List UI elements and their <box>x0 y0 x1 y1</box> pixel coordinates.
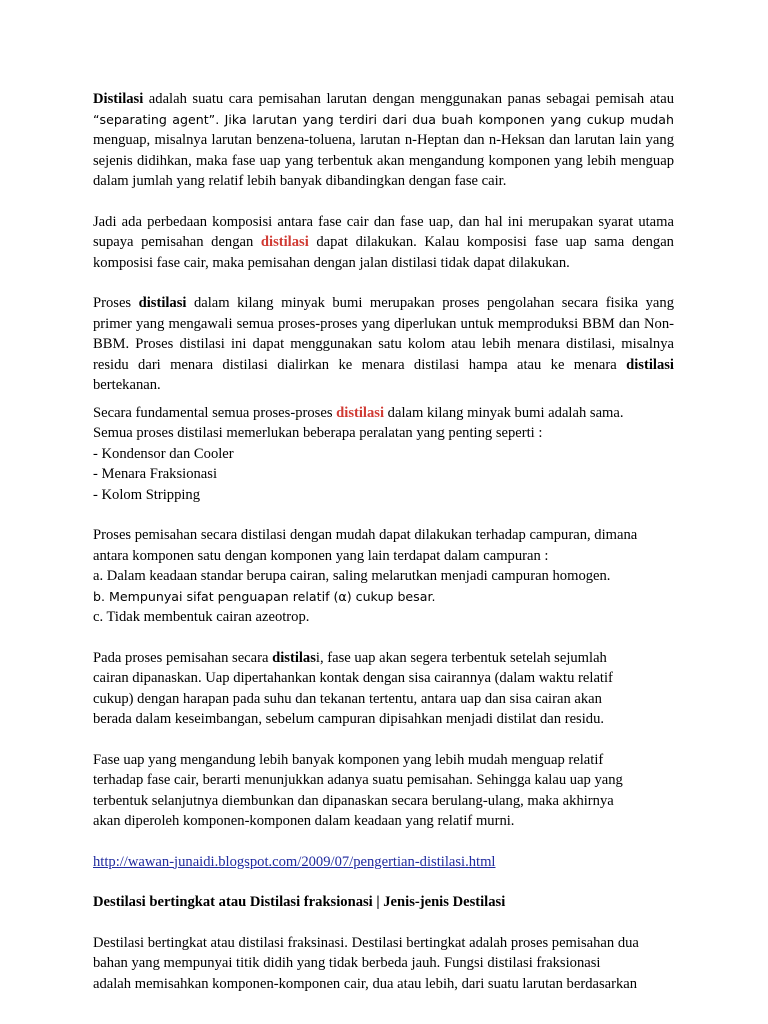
text: dapat dilakukan. Kalau komposisi fase uap sama dengan komposisi fase cair, maka pemisahan dengan jalan distilasi tidak dapat dilakukan. <box>93 234 674 271</box>
paragraph-definition <box>93 89 674 192</box>
text-line: Proses pemisahan secara distilasi dengan mudah dapat dilakukan terhadap campuran, dimana <box>93 527 638 543</box>
text: bertekanan. <box>93 377 161 393</box>
paragraph-composition <box>93 212 674 274</box>
paragraph-fractional <box>93 933 674 995</box>
condition-item: a. Dalam keadaan standar berupa cairan, saling melarutkan menjadi campuran homogen. <box>93 568 611 584</box>
text-line <box>93 648 674 669</box>
text-line: cukup) dengan harapan pada suhu dan tekanan tertentu, antara uap dan sisa cairan akan <box>93 690 602 707</box>
text-line: terbentuk selanjutnya diembunkan dan dipanaskan secara berulang-ulang, maka akhirnya <box>93 792 614 809</box>
text: Secara fundamental semua proses-proses <box>93 404 337 421</box>
text-line: akan diperoleh komponen-komponen dalam keadaan yang relatif murni. <box>93 813 515 829</box>
paragraph-separation <box>93 750 674 832</box>
text: Jadi ada perbedaan komposisi antara fase cair dan fase uap, dan hal ini merupakan syarat utama supaya pemisahan dengan <box>93 213 674 250</box>
text-line: berada dalam keseimbangan, sebelum campuran dipisahkan menjadi distilat dan residu. <box>93 711 605 727</box>
text-line: terhadap fase cair, berarti menunjukkan adanya suatu pemisahan. Sehingga kalau uap yang <box>93 772 623 788</box>
bold-distilasi: distilas <box>272 649 316 666</box>
source-paragraph <box>93 852 674 873</box>
equipment-item: - Menara Fraksionasi <box>93 466 218 482</box>
text: menguap, misalnya larutan benzena-toluena, larutan n-Heptan dan n-Heksan dan larutan lain yang sejenis didihkan, maka fase uap yang terbentuk akan mengandung komponen yang lebih menguap dalam jumlah yang relatif lebih banyak dibandingkan dengan fase cair. <box>93 132 674 189</box>
bold-distilasi: distilasi <box>626 356 674 373</box>
section-heading: Destilasi bertingkat atau Distilasi fraksionasi | Jenis-jenis Destilasi <box>93 894 506 910</box>
condition-item: c. Tidak membentuk cairan azeotrop. <box>93 609 310 625</box>
text-line: bahan yang mempunyai titik didih yang tidak berbeda jauh. Fungsi distilasi fraksionasi <box>93 955 601 971</box>
highlight-distilasi: distilasi <box>260 234 309 250</box>
term-distilasi: Distilasi <box>93 91 144 107</box>
equipment-item: - Kolom Stripping <box>93 486 201 503</box>
text: i, fase uap akan segera terbentuk setelah sejumlah <box>315 649 607 666</box>
text-sans: “separating agent”. Jika larutan yang terdiri dari dua buah komponen yang cukup mudah <box>93 111 674 127</box>
text-line: Fase uap yang mengandung lebih banyak komponen yang lebih mudah menguap relatif <box>93 751 604 768</box>
equipment-line: Semua proses distilasi memerlukan beberapa peralatan yang penting seperti : <box>93 425 543 441</box>
text-line: adalah memisahkan komponen-komponen cair, dua atau lebih, dari suatu larutan berdasarkan <box>93 975 638 992</box>
text: dalam kilang minyak bumi adalah sama. <box>384 404 624 421</box>
highlight-distilasi: distilasi <box>336 404 385 421</box>
paragraph-conditions <box>93 525 674 628</box>
bold-distilasi: distilasi <box>138 295 187 311</box>
paragraph-equipment <box>93 403 674 506</box>
text: Proses <box>93 295 139 311</box>
text: dalam kilang minyak bumi merupakan proses pengolahan secara fisika yang primer yang mengawali semua proses-proses yang diperlukan untuk memproduksi BBM dan Non-BBM. Proses distilasi ini dapat menggunakan satu kolom atau lebih menara distilasi, misalnya residu dari menara distilasi dialirkan ke menara distilasi hampa atau ke menara <box>93 295 674 373</box>
condition-item: b. Mempunyai sifat penguapan relatif (α) cukup besar. <box>93 588 436 604</box>
text-line: antara komponen satu dengan komponen yang lain terdapat dalam campuran : <box>93 547 549 564</box>
text: Pada proses pemisahan secara <box>93 649 273 666</box>
text-line: cairan dipanaskan. Uap dipertahankan kontak dengan sisa cairannya (dalam waktu relatif <box>93 670 613 686</box>
document-page <box>93 89 674 994</box>
paragraph-vapor-phase <box>93 648 674 730</box>
equipment-item: - Kondensor dan Cooler <box>93 445 234 462</box>
source-link[interactable]: http://wawan-junaidi.blogspot.com/2009/07/pengertian-distilasi.html <box>93 853 496 870</box>
equipment-intro <box>93 403 674 424</box>
paragraph-refinery <box>93 293 674 396</box>
text-line: Destilasi bertingkat atau distilasi fraksinasi. Destilasi bertingkat adalah proses pemisahan dua <box>93 934 639 951</box>
text: adalah suatu cara pemisahan larutan dengan menggunakan panas sebagai pemisah atau <box>143 91 674 107</box>
